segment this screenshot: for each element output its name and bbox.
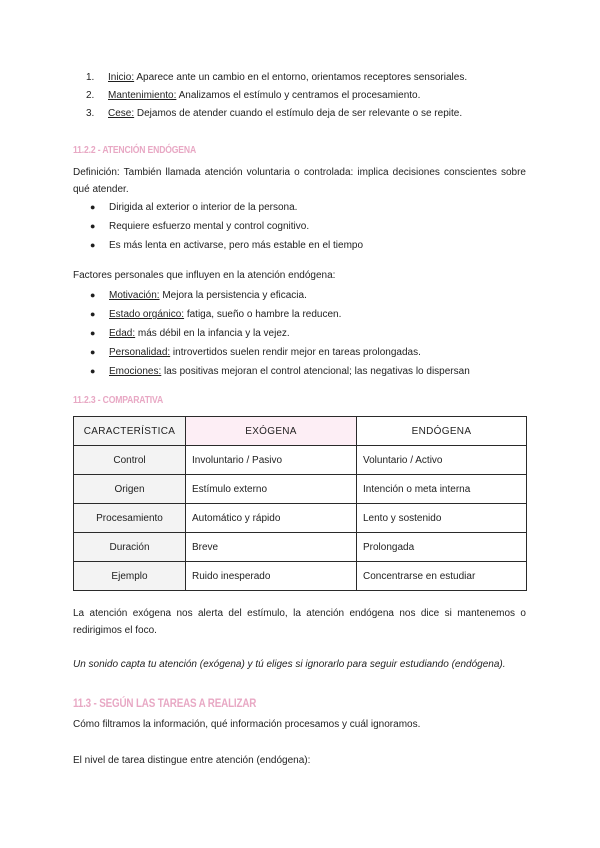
table-row: Ejemplo Ruido inesperado Concentrarse en estudiar bbox=[74, 562, 527, 591]
endogena-bullets bbox=[73, 198, 363, 255]
heading-comparativa: 11.2.3 - COMPARATIVA bbox=[73, 394, 164, 406]
term: Inicio: bbox=[108, 72, 135, 83]
table-row: Procesamiento Automático y rápido Lento y sostenido bbox=[74, 504, 527, 533]
heading-atencion-endogena: 11.2.2 - ATENCIÓN ENDÓGENA bbox=[73, 144, 196, 156]
list-item: ● Es más lenta en activarse, pero más estable en el tiempo bbox=[73, 236, 363, 255]
list-item: 2. Mantenimiento: Analizamos el estímulo y centramos el procesamiento. bbox=[86, 90, 421, 101]
table-row: Duración Breve Prolongada bbox=[74, 533, 527, 562]
bullet-icon: ● bbox=[90, 202, 96, 212]
list-item: ● Emociones: las positivas mejoran el control atencional; las negativas lo dispersan bbox=[73, 362, 470, 381]
bullet-icon: ● bbox=[90, 221, 96, 231]
table-header-row bbox=[74, 417, 527, 446]
term: Cese: bbox=[108, 108, 135, 119]
list-item: ● Edad: más débil en la infancia y la vejez. bbox=[73, 324, 470, 343]
bullet-icon: ● bbox=[90, 309, 96, 319]
header-caracteristica: CARACTERÍSTICA bbox=[74, 417, 186, 446]
definition-paragraph: Definición: También llamada atención voluntaria o controlada: implica decisiones conscientes sobre qué atender. bbox=[73, 167, 526, 195]
bullet-icon: ● bbox=[90, 290, 96, 300]
list-item: 3. Cese: Dejamos de atender cuando el estímulo deja de ser relevante o se repite. bbox=[86, 108, 463, 119]
summary-paragraph: La atención exógena nos alerta del estímulo, la atención endógena nos dice si mantenemos o redirigimos el foco. bbox=[73, 608, 526, 636]
header-endogena: ENDÓGENA bbox=[357, 417, 527, 446]
factors-intro: Factores personales que influyen en la atención endógena: bbox=[73, 270, 336, 281]
header-exogena: EXÓGENA bbox=[186, 417, 357, 446]
list-item: ● Dirigida al exterior o interior de la persona. bbox=[73, 198, 363, 217]
table-row: Origen Estímulo externo Intención o meta interna bbox=[74, 475, 527, 504]
phases-list bbox=[86, 69, 467, 123]
term: Mantenimiento: bbox=[108, 90, 177, 101]
list-item: ● Personalidad: introvertidos suelen rendir mejor en tareas prolongadas. bbox=[73, 343, 470, 362]
heading-segun-tareas: 11.3 - SEGÚN LAS TAREAS A REALIZAR bbox=[73, 696, 257, 710]
bullet-icon: ● bbox=[90, 366, 96, 376]
list-item: ● Motivación: Mejora la persistencia y eficacia. bbox=[73, 286, 470, 305]
comparison-table bbox=[73, 416, 527, 591]
bullet-icon: ● bbox=[90, 347, 96, 357]
tareas-paragraph-1: Cómo filtramos la información, qué información procesamos y cuál ignoramos. bbox=[73, 719, 421, 730]
bullet-icon: ● bbox=[90, 240, 96, 250]
table-row: Control Involuntario / Pasivo Voluntario / Activo bbox=[74, 446, 527, 475]
list-item: 1. Inicio: Aparece ante un cambio en el entorno, orientamos receptores sensoriales. bbox=[86, 72, 468, 83]
bullet-icon: ● bbox=[90, 328, 96, 338]
example-paragraph: Un sonido capta tu atención (exógena) y tú eliges si ignorarlo para seguir estudiando (endógena). bbox=[73, 659, 506, 670]
list-item: ● Requiere esfuerzo mental y control cognitivo. bbox=[73, 217, 363, 236]
list-item: ● Estado orgánico: fatiga, sueño o hambre la reducen. bbox=[73, 305, 470, 324]
factors-list bbox=[73, 286, 470, 381]
tareas-paragraph-2: El nivel de tarea distingue entre atención (endógena): bbox=[73, 755, 311, 766]
